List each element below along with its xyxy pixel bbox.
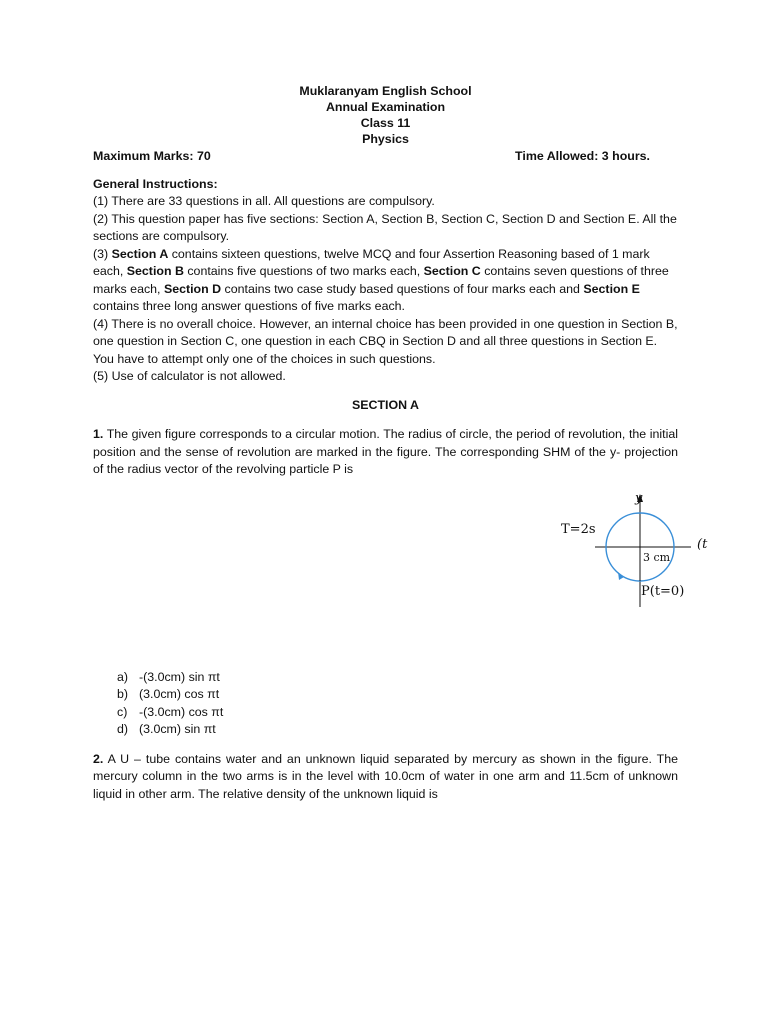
subject-label: Physics bbox=[362, 132, 409, 146]
instructions-title: General Instructions: bbox=[93, 176, 218, 191]
option-c bbox=[117, 704, 678, 722]
option-label: d) bbox=[117, 722, 129, 736]
question-2-text: A U – tube contains water and an unknown liquid separated by mercury as shown in the figure. The mercury column in the two arms is in the level with 10.0cm of water in one arm and 11.5cm of unknown liquid in other arm. The relative density of the unknown liquid is bbox=[93, 751, 678, 801]
question-1-text: The given figure corresponds to a circular motion. The radius of circle, the period of revolution, the initial position and the sense of revolution are marked in the figure. The corresponding SHM of the y- projection of the radius vector of the revolving particle P is bbox=[93, 427, 678, 476]
instruction-3: (3) Section A contains sixteen questions, twelve MCQ and four Assertion Reasoning based of 1 mark each, Section B contains five questions of two marks each, Section C contains seven questions of three marks each, Section D contains two case study based questions of four marks each and Section E contains three long answer questions of five marks each. bbox=[93, 246, 669, 313]
question-2 bbox=[93, 751, 678, 804]
instruction-5: (5) Use of calculator is not allowed. bbox=[93, 369, 286, 383]
marks-time-row bbox=[93, 148, 678, 166]
period-label: T=2s bbox=[561, 521, 596, 537]
option-d bbox=[117, 721, 678, 739]
instruction-1: (1) There are 33 questions in all. All questions are compulsory. bbox=[93, 194, 435, 208]
school-name: Muklaranyam English School bbox=[299, 84, 472, 98]
question-1 bbox=[93, 426, 678, 479]
question-1-number: 1. bbox=[93, 427, 104, 441]
exam-title: Annual Examination bbox=[325, 100, 446, 114]
instruction-4: (4) There is no overall choice. However, an internal choice has been provided in one question in Section B, one question in Section C, one question in each CBQ in Section D and all three questions in Section E. You have to attempt only one of the choices in such questions. bbox=[93, 316, 678, 366]
option-label: b) bbox=[117, 687, 129, 701]
option-label: a) bbox=[117, 669, 129, 684]
option-text: -(3.0cm) cos πt bbox=[139, 704, 224, 719]
question-1-figure-area bbox=[93, 479, 708, 669]
y-label: y bbox=[635, 490, 643, 506]
time-allowed: Time Allowed: 3 hours. bbox=[515, 149, 650, 163]
section-a-title: SECTION A bbox=[351, 397, 419, 412]
option-text: (3.0cm) sin πt bbox=[139, 722, 216, 736]
question-2-number: 2. bbox=[93, 751, 104, 766]
class-label: Class 11 bbox=[360, 116, 411, 130]
option-b bbox=[117, 686, 678, 704]
option-label: c) bbox=[117, 704, 128, 719]
cut-label: (t bbox=[697, 536, 708, 552]
option-a bbox=[117, 669, 678, 687]
exam-page bbox=[93, 83, 708, 803]
point-label: P(t=0) bbox=[641, 583, 685, 599]
instruction-2: (2) This question paper has five sections: Section A, Section B, Section C, Section D and Section E. All the sections are compulsory. bbox=[93, 211, 677, 243]
option-text: -(3.0cm) sin πt bbox=[139, 669, 220, 684]
radius-label: 3 cm bbox=[643, 550, 671, 564]
max-marks: Maximum Marks: 70 bbox=[93, 149, 211, 163]
option-text: (3.0cm) cos πt bbox=[139, 687, 220, 701]
question-1-options bbox=[117, 669, 678, 739]
circular-motion-figure bbox=[561, 491, 691, 611]
